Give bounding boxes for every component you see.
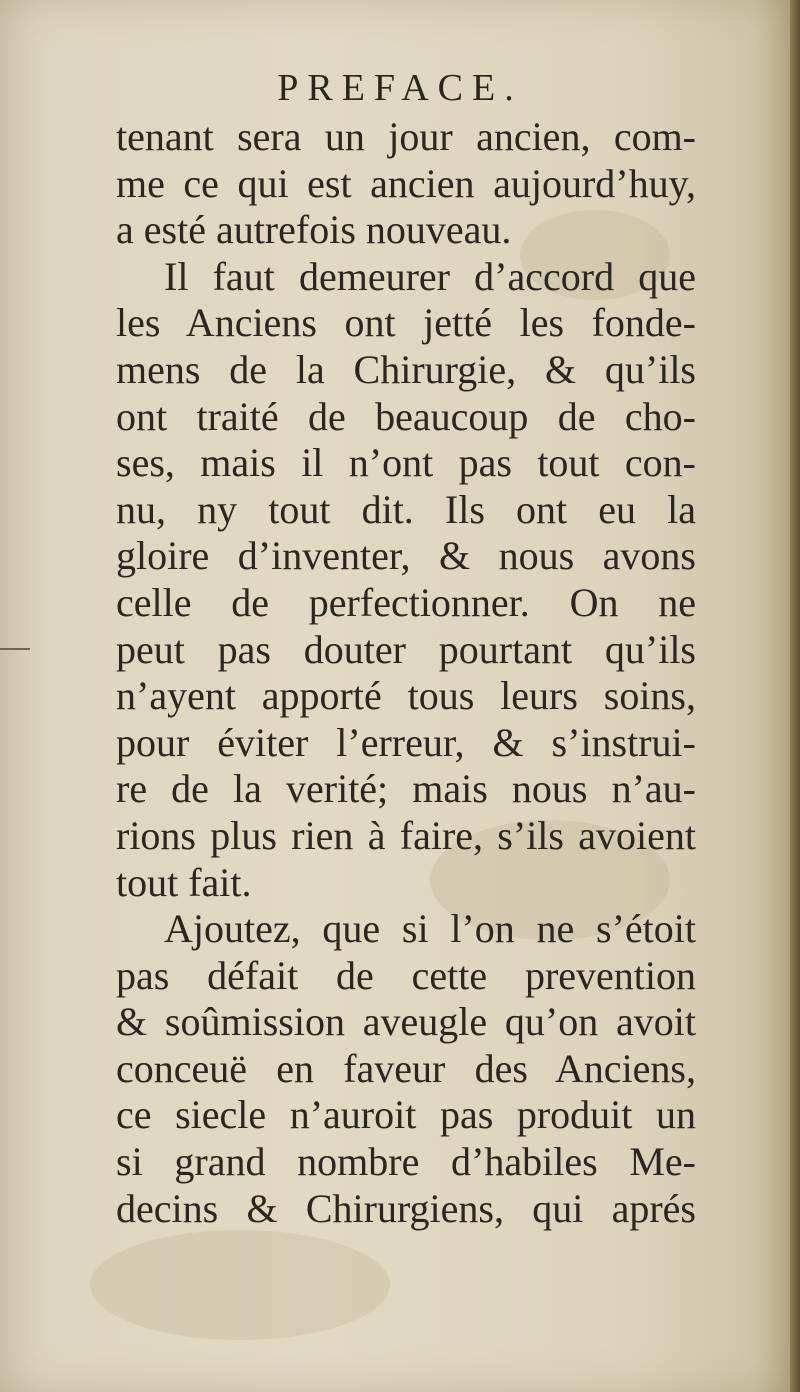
text-line: ce siecle n’auroit pas produit un (116, 1092, 696, 1138)
page-edge (790, 0, 800, 1392)
text-line: decins & Chirurgiens, qui aprés (116, 1185, 696, 1231)
body-text (116, 114, 696, 1232)
text-line: me ce qui est ancien aujourd’huy, (116, 160, 696, 206)
text-line: a esté autrefois nouveau. (116, 207, 512, 253)
text-line: si grand nombre d’habiles Me- (116, 1139, 696, 1185)
text-line: peut pas douter pourtant qu’ils (116, 626, 696, 672)
text-line: mens de la Chirurgie, & qu’ils (116, 346, 696, 392)
text-line: Ajoutez, que si l’on ne s’étoit (164, 906, 696, 952)
text-line: Il faut demeurer d’accord que (164, 253, 696, 299)
text-line: tenant sera un jour ancien, com- (116, 114, 696, 159)
margin-mark (0, 648, 30, 650)
text-line: ses, mais il n’ont pas tout con- (116, 440, 696, 486)
text-line: & soûmission aveugle qu’on avoit (116, 999, 696, 1045)
text-line: les Anciens ont jetté les fonde- (116, 300, 696, 346)
text-line: conceuë en faveur des Anciens, (116, 1045, 696, 1091)
text-line: re de la verité; mais nous n’au- (116, 766, 696, 812)
text-line: rions plus rien à faire, s’ils avoient (116, 812, 696, 858)
paper-stain (90, 1230, 390, 1340)
running-head: PREFACE. (277, 67, 523, 109)
text-line: gloire d’inventer, & nous avons (116, 533, 696, 579)
text-line: tout fait. (116, 859, 252, 905)
text-line: ont traité de beaucoup de cho- (116, 393, 696, 439)
text-line: pas défait de cette prevention (116, 952, 696, 998)
text-line: pour éviter l’erreur, & s’instrui- (116, 719, 696, 765)
text-line: n’ayent apporté tous leurs soins, (116, 673, 696, 719)
text-line: nu, ny tout dit. Ils ont eu la (116, 486, 696, 532)
text-line: celle de perfectionner. On ne (116, 579, 696, 625)
